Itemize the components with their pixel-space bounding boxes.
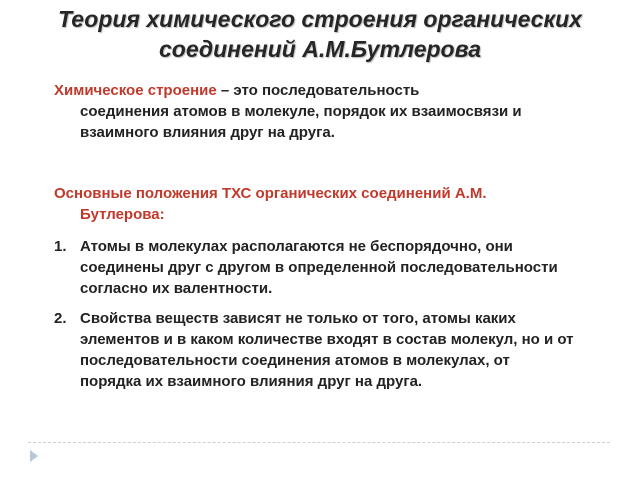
list-item bbox=[54, 308, 574, 392]
principles-heading-line2: Бутлерова: bbox=[80, 206, 165, 223]
definition-text: соединения атомов в молекуле, порядок их взаимосвязи и взаимного влияния друг на друга. bbox=[80, 103, 522, 141]
list-item-number: 2. bbox=[54, 310, 67, 327]
title-line-1: Теория химического строения органических bbox=[58, 6, 582, 32]
footer-divider bbox=[28, 442, 610, 443]
principles-list bbox=[54, 236, 574, 392]
list-item-text: Свойства веществ зависят не только от того, атомы каких элементов и в каком количестве входят в состав молекул, но и от последовательности соединения атомов в молекулах, от порядка их взаимного влияния друг на друга. bbox=[80, 310, 574, 390]
title-line-2: соединений А.М.Бутлерова bbox=[159, 36, 481, 62]
definition-dash-text: – это последовательность bbox=[216, 82, 420, 99]
slide-title bbox=[20, 4, 620, 64]
principles-heading bbox=[54, 183, 574, 225]
slide-content bbox=[54, 80, 574, 401]
principles-heading-line1: Основные положения ТХС органических соединений А.М. bbox=[54, 185, 487, 202]
definition-paragraph bbox=[54, 80, 574, 143]
play-arrow-icon[interactable] bbox=[30, 450, 38, 462]
list-item bbox=[54, 236, 574, 299]
list-item-number: 1. bbox=[54, 238, 67, 255]
definition-term: Химическое строение bbox=[54, 82, 217, 99]
list-item-text: Атомы в молекулах располагаются не беспорядочно, они соединены друг с другом в определенной последовательности согласно их валентности. bbox=[80, 238, 558, 297]
